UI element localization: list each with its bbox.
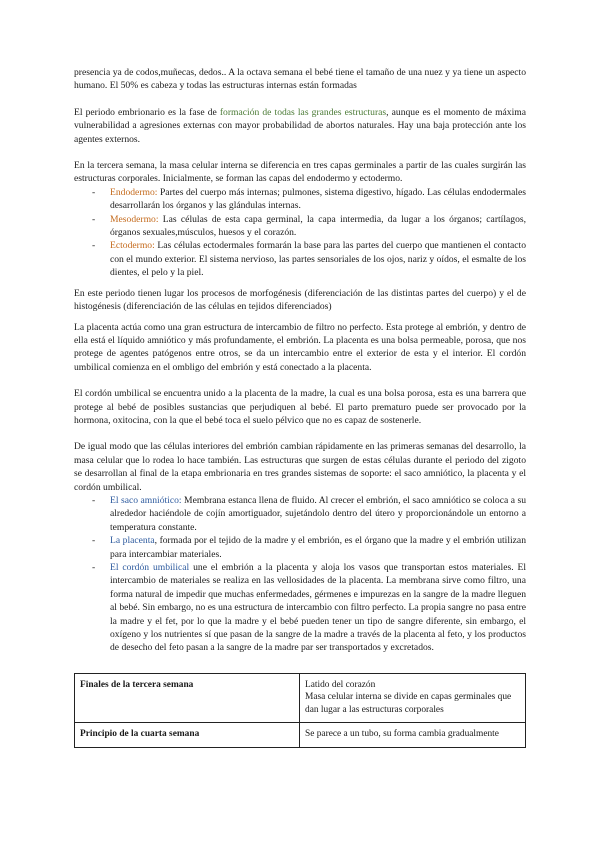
bullet-dash: - [92,562,96,573]
list-item-saco-amniotico [74,494,526,534]
term-label: Endodermo: [110,186,158,198]
term-description: Partes del cuerpo más internas; pulmones, sistema digestivo, hígado. Las células endodermales desarrollarán los órganos y las glándulas internas. [110,186,526,212]
stage-cell: Principio de la cuarta semana [75,723,300,748]
bullet-dash: - [92,494,96,506]
support-systems-list [74,494,526,655]
list-item-ectodermo [74,239,526,279]
text-fragment: , aunque es el momento de máxima vulnerabilidad a agresiones externas con mayor probabilidad de abortos naturales. Hay una baja protección ante los agentes externos. [74,106,526,145]
paragraph-placenta: La placenta actúa como una gran estructura de intercambio de filtro no perfecto. Esta protege al embrión, y dentro de ella está el líquido amniótico y más profundamente, el embrión. La placenta es una bolsa permeable, porosa, que nos protege de agentes patógenos entre otros, se da un intercambio entre el exterior de esta y el interior. El cordón umbilical comienza en el ombligo del embrión y está conectado a la placenta. [74,321,526,373]
list-item-placenta [74,534,526,561]
list-item-mesodermo [74,213,526,240]
development-stages-table [74,673,526,748]
term-label: El cordón umbilical [110,562,190,573]
stage-cell: Finales de la tercera semana [75,673,300,723]
table-row [75,723,526,748]
list-item-endodermo [74,186,526,213]
highlighted-phrase: formación de todas las grandes estructuras [219,106,387,118]
term-label: El saco amniótico: [110,494,182,506]
table-row [75,673,526,723]
paragraph-octava-semana: presencia ya de codos,muñecas, dedos.. A la octava semana el bebé tiene el tamaño de una nuez y ya tiene un aspecto humano. El 50% es cabeza y todas las estructuras internas están formadas [74,67,526,92]
event-text: Masa celular interna se divide en capas germinales que dan lugar a las estructuras corporales [305,692,512,715]
term-description: Membrana estanca llena de fluido. Al crecer el embrión, el saco amniótico se coloca a su alrededor haciéndole de cojín amortiguador, sujetándolo dentro del útero y proporcionándole un entorno a temperatura constante. [110,494,527,533]
list-item-cordon-umbilical [74,561,526,655]
term-label: Mesodermo: [110,213,159,225]
term-description: , formada por el tejido de la madre y el embrión, es el órgano que la madre y el embrión utilizan para intercambiar materiales. [110,535,526,560]
events-cell [300,673,526,723]
event-text: Se parece a un tubo, su forma cambia gradualmente [305,729,499,740]
paragraph-tercera-semana: En la tercera semana, la masa celular interna se diferencia en tres capas germinales a partir de las cuales surgirán las estructuras corporales. Inicialmente, se forman las capas del endodermo y ectodermo. [74,160,526,185]
term-label: Ectodermo: [110,240,155,252]
events-cell [300,723,526,748]
event-text: Latido del corazón [305,679,376,690]
term-description: Las células ectodermales formarán la base para las partes del cuerpo que mantienen el contacto con el mundo exterior. El sistema nervioso, las partes sensoriales de los ojos, nariz y oídos, el esmalte de los dientes, el pelo y la piel. [110,240,526,279]
paragraph-sistemas-soporte: De igual modo que las células interiores del embrión cambian rápidamente en las primeras semanas del desarrollo, la masa celular que lo rodea lo hace también. Las estructuras que surgen de estas células durante el periodo del zigoto se desarrollan al final de la etapa embrionaria en tres grandes sistemas de soporte: el saco amniótico, la placenta y el cordón umbilical. [74,441,526,493]
term-description: Las células de esta capa germinal, la capa intermedia, da lugar a los órganos; cartílagos, órganos sexuales,músculos, huesos y el corazón. [110,213,526,239]
bullet-dash: - [92,186,96,198]
paragraph-cordon-umbilical: El cordón umbilical se encuentra unido a la placenta de la madre, la cual es una bolsa porosa, esta es una barrera que protege al bebé de posibles sustancias que perjudiquen al bebé. El parto prematuro puede ser provocado por la hormona, oxitocina, con la que el bebé toca el suelo pélvico que no es capaz de sostenerle. [74,388,526,426]
bullet-dash: - [92,240,96,252]
germ-layers-list [74,186,526,280]
bullet-dash: - [92,213,96,225]
bullet-dash: - [92,535,96,547]
term-label: La placenta [110,535,155,547]
paragraph-periodo-embrionario [74,106,526,146]
paragraph-morfogenesis: En este periodo tienen lugar los procesos de morfogénesis (diferenciación de las distintas partes del cuerpo) y el de histogénesis (diferenciación de las células en tejidos diferenciados) [74,287,526,313]
term-description: une el embrión a la placenta y aloja los vasos que transportan estos materiales. El intercambio de materiales se realiza en las vellosidades de la placenta. La membrana sirve como filtro, una forma natural de impedir que muchas enfermedades, gérmenes e impurezas en la sangre de la madre lleguen al bebé. Sin embargo, no es una estructura de intercambio con filtro perfecto. La propia sangre no pasa entre la madre y el fet, por lo que la madre y el bebé pueden tener un tipo de sangre diferente, sin embargo, el oxígeno y los nutrientes sí que pasan de la sangre de la madre a través de la placenta al feto, y los productos de desecho del feto pasan a la sangre de la madre par ser transportados y excretados. [110,562,527,654]
text-fragment: El periodo embrionario es la fase de [74,106,220,118]
